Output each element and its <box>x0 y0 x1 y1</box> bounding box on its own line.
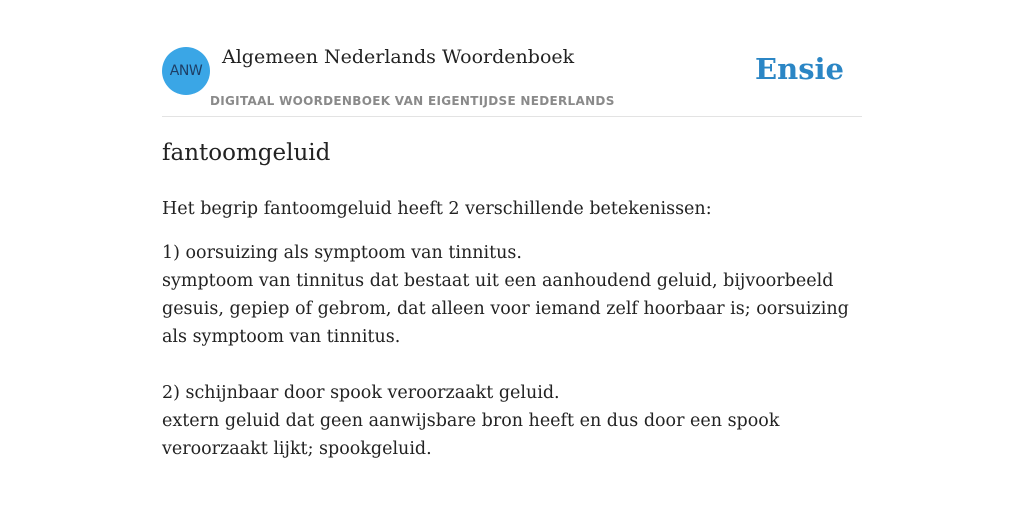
site-title[interactable]: Algemeen Nederlands Woordenboek <box>222 46 575 68</box>
entry-intro: Het begrip fantoomgeluid heeft 2 verschillende betekenissen: <box>162 199 712 219</box>
meaning-item <box>162 379 862 463</box>
meanings-list <box>162 239 862 491</box>
entry-headword: fantoomgeluid <box>162 140 331 166</box>
meaning-definition: extern geluid dat geen aanwijsbare bron heeft en dus door een spook veroorzaakt lijkt; spookgeluid. <box>162 411 780 459</box>
meaning-title: 2) schijnbaar door spook veroorzaakt geluid. <box>162 383 560 403</box>
ensie-logo-link[interactable]: Ensie <box>755 52 844 86</box>
site-header <box>162 0 862 117</box>
meaning-definition: symptoom van tinnitus dat bestaat uit een aanhoudend geluid, bijvoorbeeld gesuis, gepiep of gebrom, dat alleen voor iemand zelf hoorbaar is; oorsuizing als symptoom van tinnitus. <box>162 271 849 347</box>
meaning-title: 1) oorsuizing als symptoom van tinnitus. <box>162 243 522 263</box>
meaning-item <box>162 239 862 351</box>
site-subtitle: DIGITAAL WOORDENBOEK VAN EIGENTIJDSE NEDERLANDS <box>210 94 615 108</box>
anw-logo[interactable] <box>162 47 210 95</box>
page <box>162 0 862 459</box>
logo-text: ANW <box>169 63 203 79</box>
